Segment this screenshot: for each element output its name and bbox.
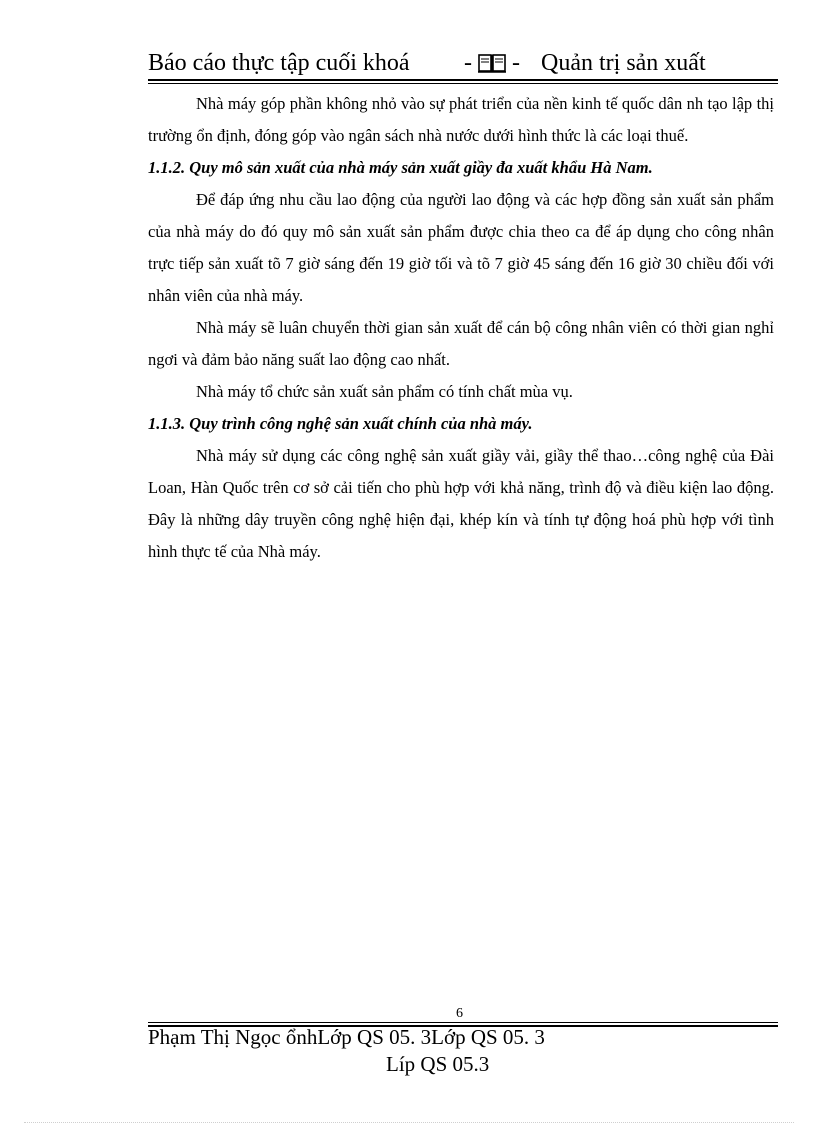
page-number: 6 [456, 1006, 463, 1021]
header-report-title: Báo cáo thực tập cuối khoá [148, 50, 410, 76]
header-separator-left: - [464, 50, 472, 76]
heading-1-1-3: 1.1.3. Quy trình công nghệ sản xuất chính của nhà máy. [148, 414, 533, 433]
paragraph-seasonal: Nhà máy tổ chức sản xuất sản phẩm có tính chất mùa vụ. [196, 382, 573, 401]
heading-1-1-2: 1.1.2. Quy mô sản xuất của nhà máy sản xuất giầy đa xuất khẩu Hà Nam. [148, 158, 653, 177]
header-rule-thick [148, 79, 778, 81]
footer-rule-thin [148, 1022, 778, 1023]
paragraph-technology: Nhà máy sử dụng các công nghệ sản xuất giầy vải, giầy thể thao…công nghệ của Đài Loan, Hàn Quốc trên cơ sở cải tiến cho phù hợp với khả năng, trình độ và điều kiện lao động. Đây là những dây truyền công nghệ hiện đại, khép kín và tính tự động hoá phù hợp với tình hình thực tế của Nhà máy. [148, 446, 774, 561]
page-header [148, 48, 776, 78]
footer-class-code: Líp QS 05.3 [386, 1052, 490, 1076]
paragraph-production-scale: Để đáp ứng nhu cầu lao động của người lao động và các hợp đồng sản xuất sản phẩm của nhà máy do đó quy mô sản xuất sản phẩm được chia theo ca để áp dụng cho công nhân trực tiếp sản xuất tõ 7 giờ sáng đến 19 giờ tối và tõ 7 giờ 45 sáng đến 16 giờ 30 chiều đối với nhân viên của nhà máy. [148, 190, 774, 305]
paragraph-economy: Nhà máy góp phần không nhỏ vào sự phát triển của nền kinh tế quốc dân nh tạo lập thị trường ổn định, đóng góp vào ngân sách nhà nước dưới hình thức là các loại thuế. [148, 94, 774, 145]
footer-author-class: Phạm Thị Ngọc ổnhLớp QS 05. 3Lớp QS 05. 3 [148, 1025, 545, 1049]
header-subject-title: Quản trị sản xuất [541, 50, 706, 76]
document-body [148, 88, 774, 568]
paragraph-rotation: Nhà máy sẽ luân chuyển thời gian sản xuất để cán bộ công nhân viên có thời gian nghỉ ngơi và đảm bảo năng suất lao động cao nhất. [148, 318, 774, 369]
header-rule-thin [148, 83, 778, 84]
header-separator-right: - [512, 50, 520, 76]
book-icon [478, 53, 506, 73]
header-icon-group [464, 48, 520, 78]
